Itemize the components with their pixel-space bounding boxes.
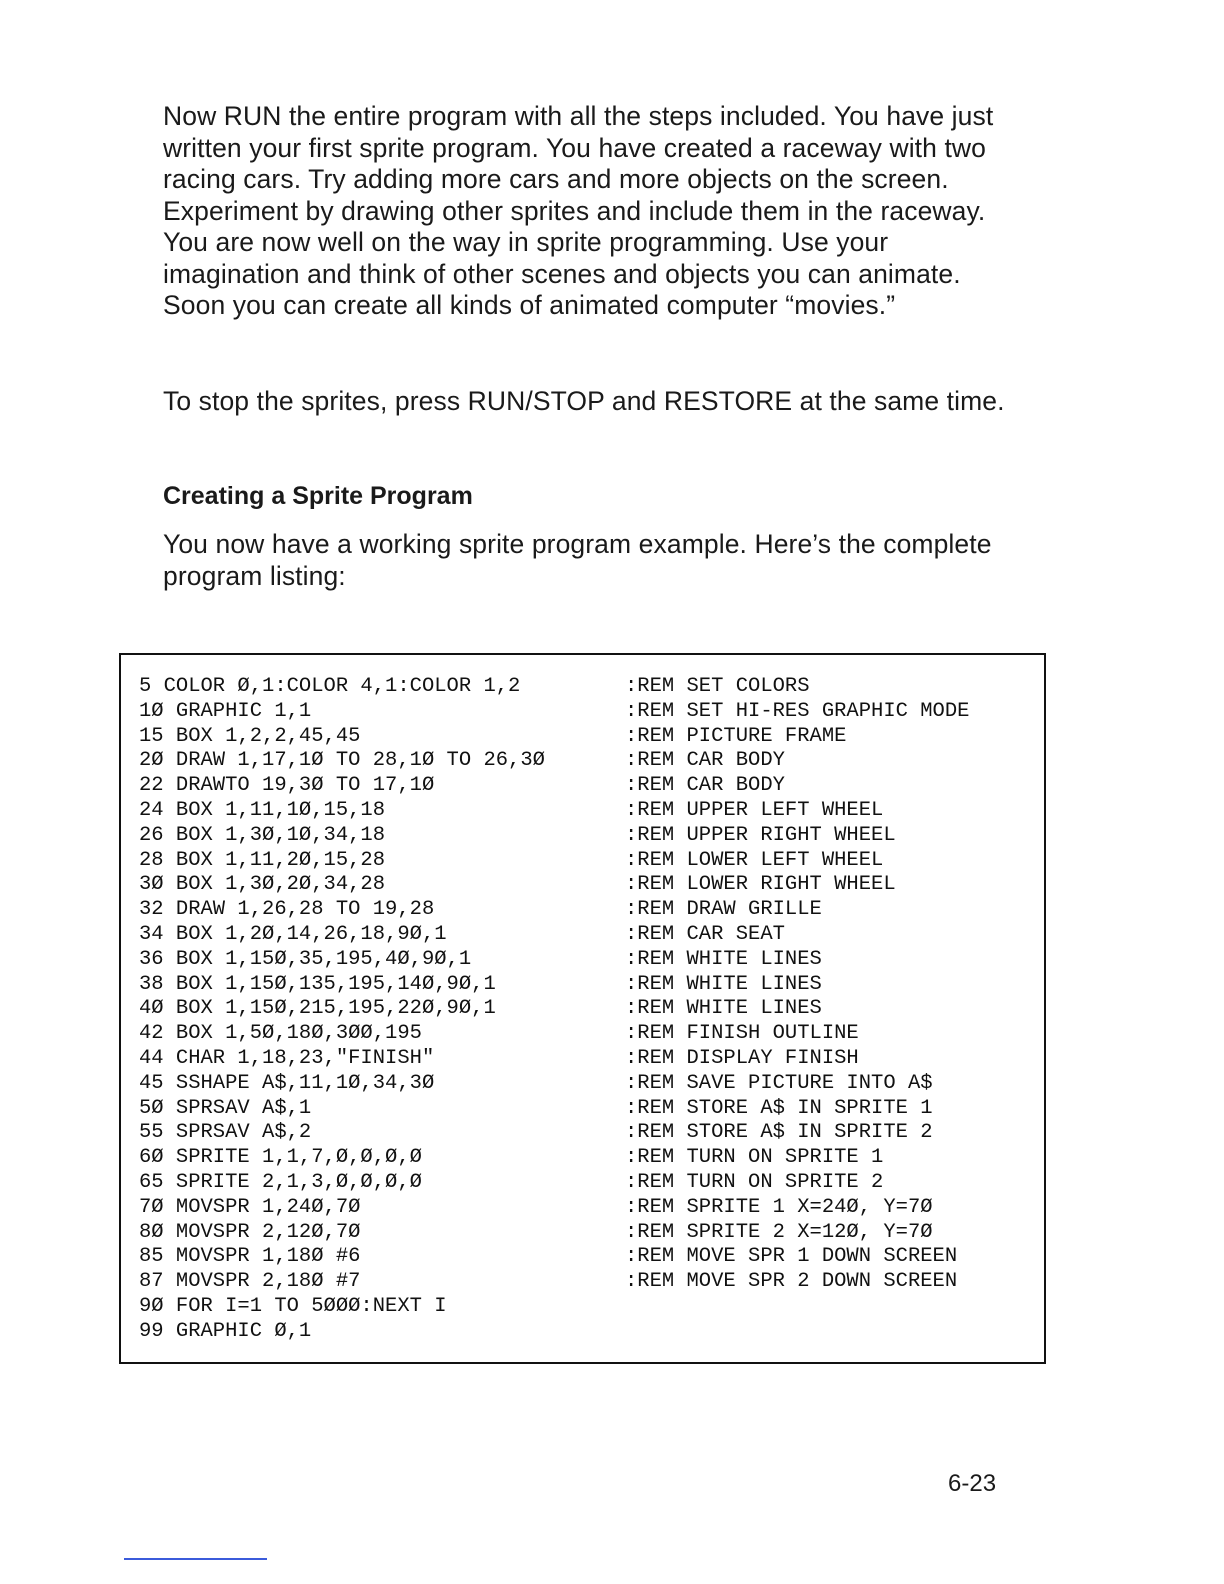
code-line [139,898,969,923]
code-remark: :REM SPRITE 2 X=12Ø, Y=7Ø [625,1220,933,1244]
code-remark: :REM SET HI-RES GRAPHIC MODE [625,699,970,723]
code-remark: :REM CAR SEAT [625,922,785,946]
code-line [139,923,969,948]
code-line [139,1121,969,1146]
footer-rule [124,1558,267,1560]
code-line [139,824,969,849]
code-line [139,1047,969,1072]
code-remark: :REM PICTURE FRAME [625,724,847,748]
code-remark: :REM MOVE SPR 1 DOWN SCREEN [625,1245,958,1269]
code-statement: 7Ø MOVSPR 1,24Ø,7Ø [139,1195,361,1219]
code-remark: :REM CAR BODY [625,774,785,798]
code-statement: 22 DRAWTO 19,3Ø TO 17,1Ø [139,774,435,798]
code-remark: :REM STORE A$ IN SPRITE 2 [625,1121,933,1145]
code-statement: 2Ø DRAW 1,17,1Ø TO 28,1Ø TO 26,3Ø [139,749,545,773]
section-heading: Creating a Sprite Program [163,482,473,510]
code-statement: 5 COLOR Ø,1:COLOR 4,1:COLOR 1,2 [139,675,521,698]
code-remark: :REM LOWER RIGHT WHEEL [625,873,896,897]
code-line [139,1221,969,1246]
code-statement: 5Ø SPRSAV A$,1 [139,1096,312,1120]
code-remark: :REM WHITE LINES [625,972,822,996]
code-statement: 42 BOX 1,5Ø,18Ø,3ØØ,195 [139,1022,422,1046]
code-remark: :REM DRAW GRILLE [625,898,822,922]
code-line [139,774,969,799]
code-statement: 6Ø SPRITE 1,1,7,Ø,Ø,Ø,Ø [139,1146,422,1170]
code-remark: :REM WHITE LINES [625,947,822,971]
code-line [139,749,969,774]
program-listing [139,675,969,1345]
code-line [139,973,969,998]
code-line [139,948,969,973]
code-line [139,1320,969,1345]
body-paragraph: To stop the sprites, press RUN/STOP and RESTORE at the same time. [163,386,1005,416]
code-statement: 44 CHAR 1,18,23,"FINISH" [139,1046,435,1070]
code-remark: :REM LOWER LEFT WHEEL [625,848,884,872]
code-remark: :REM TURN ON SPRITE 1 [625,1146,884,1170]
code-line [139,1245,969,1270]
code-line [139,799,969,824]
code-line [139,675,969,700]
code-line [139,1270,969,1295]
code-statement: 36 BOX 1,15Ø,35,195,4Ø,9Ø,1 [139,947,472,971]
program-listing-box [119,653,1046,1364]
code-statement: 34 BOX 1,2Ø,14,26,18,9Ø,1 [139,922,447,946]
code-statement: 32 DRAW 1,26,28 TO 19,28 [139,898,435,922]
code-line [139,1097,969,1122]
code-line [139,1146,969,1171]
code-statement: 8Ø MOVSPR 2,12Ø,7Ø [139,1220,361,1244]
code-statement: 87 MOVSPR 2,18Ø #7 [139,1270,361,1294]
code-remark: :REM TURN ON SPRITE 2 [625,1170,884,1194]
code-statement: 4Ø BOX 1,15Ø,215,195,22Ø,9Ø,1 [139,997,496,1021]
body-paragraph: Now RUN the entire program with all the steps included. You have just written your first sprite program. You have created a raceway with two racing cars. Try adding more cars and more objects on the screen. Experiment by drawing other sprites and include them in the raceway. You are now well on the way in sprite programming. Use your imagination and think of other scenes and objects you can animate. Soon you can create all kinds of animated computer “movies.” [163,101,994,320]
code-line [139,849,969,874]
code-line [139,700,969,725]
code-statement: 26 BOX 1,3Ø,1Ø,34,18 [139,823,386,847]
code-statement: 55 SPRSAV A$,2 [139,1121,312,1145]
code-line [139,997,969,1022]
code-statement: 1Ø GRAPHIC 1,1 [139,699,312,723]
body-paragraph: You now have a working sprite program example. Here’s the complete program listing: [163,529,992,591]
code-remark: :REM SAVE PICTURE INTO A$ [625,1071,933,1095]
code-remark: :REM FINISH OUTLINE [625,1022,859,1046]
code-remark: :REM UPPER LEFT WHEEL [625,798,884,822]
code-statement: 65 SPRITE 2,1,3,Ø,Ø,Ø,Ø [139,1170,422,1194]
code-statement: 99 GRAPHIC Ø,1 [139,1319,312,1343]
code-statement: 9Ø FOR I=1 TO 5ØØØ:NEXT I [139,1294,447,1318]
code-remark: :REM SET COLORS [625,675,810,698]
code-line [139,1171,969,1196]
code-statement: 15 BOX 1,2,2,45,45 [139,724,361,748]
code-remark: :REM SPRITE 1 X=24Ø, Y=7Ø [625,1195,933,1219]
code-statement: 28 BOX 1,11,2Ø,15,28 [139,848,386,872]
code-line [139,1196,969,1221]
code-line [139,1022,969,1047]
code-remark: :REM WHITE LINES [625,997,822,1021]
code-remark: :REM MOVE SPR 2 DOWN SCREEN [625,1270,958,1294]
code-statement: 85 MOVSPR 1,18Ø #6 [139,1245,361,1269]
code-remark: :REM STORE A$ IN SPRITE 1 [625,1096,933,1120]
code-remark: :REM DISPLAY FINISH [625,1046,859,1070]
code-remark: :REM CAR BODY [625,749,785,773]
page-number: 6-23 [948,1470,997,1497]
code-line [139,1295,969,1320]
code-line [139,1072,969,1097]
code-remark: :REM UPPER RIGHT WHEEL [625,823,896,847]
code-statement: 45 SSHAPE A$,11,1Ø,34,3Ø [139,1071,435,1095]
code-statement: 24 BOX 1,11,1Ø,15,18 [139,798,386,822]
code-statement: 3Ø BOX 1,3Ø,2Ø,34,28 [139,873,386,897]
code-statement: 38 BOX 1,15Ø,135,195,14Ø,9Ø,1 [139,972,496,996]
code-line [139,873,969,898]
code-line [139,725,969,750]
